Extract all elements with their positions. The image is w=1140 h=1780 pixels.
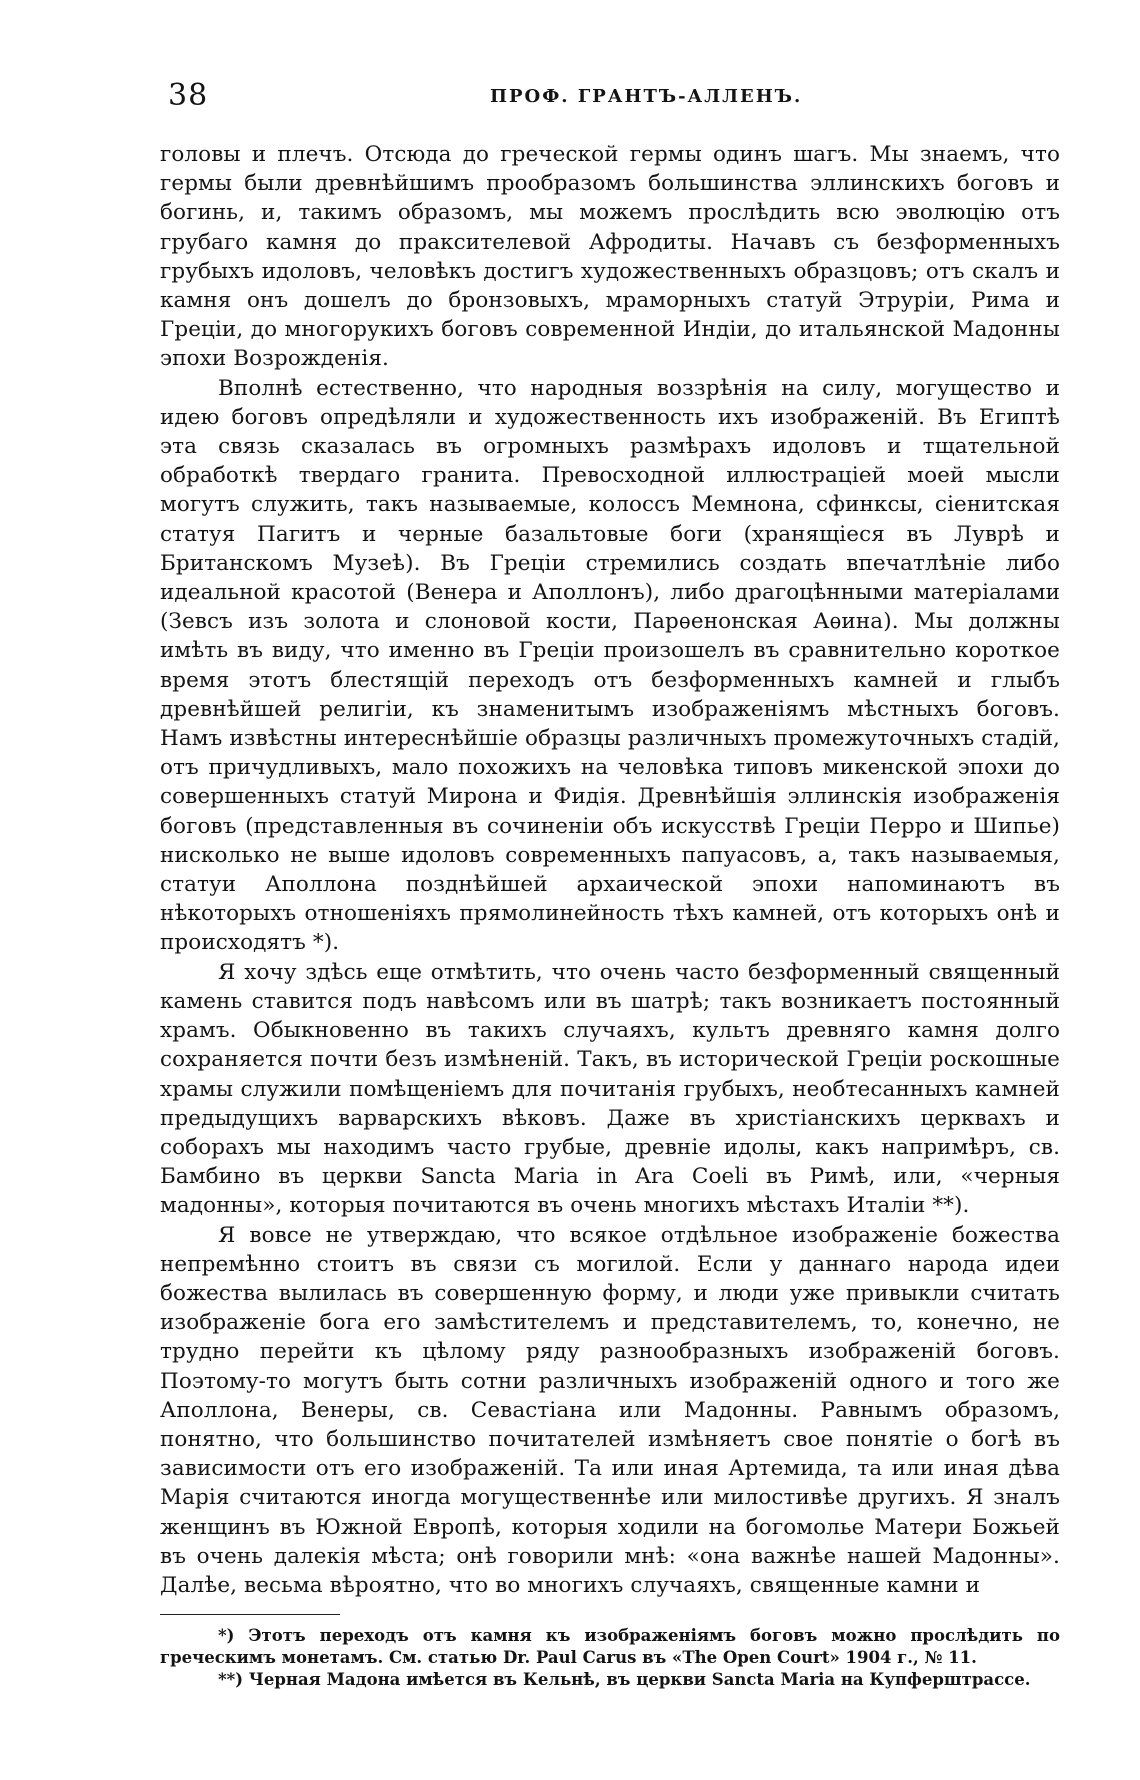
- body-text: [160, 140, 1060, 1600]
- footnotes: [160, 1625, 1060, 1691]
- footnote-divider: [160, 1614, 340, 1615]
- page-number: 38: [168, 78, 209, 113]
- paragraph: Вполнѣ естественно, что народныя воззрѣнія на силу, могущество и идею боговъ опредѣляли и художественность ихъ изображеній. Въ Египтѣ эта связь сказалась въ огромныхъ размѣрахъ идоловъ и тщательной обработкѣ твердаго гранита. Превосходной иллюстраціей моей мысли могутъ служить, такъ называемые, колоссъ Мемнона, сфинксы, сіенитская статуя Пагитъ и черные базальтовые боги (хранящіеся въ Луврѣ и Британскомъ Музеѣ). Въ Греціи стремились создать впечатлѣніе либо идеальной красотой (Венера и Аполлонъ), либо драгоцѣнными матеріалами (Зевсъ изъ золота и слоновой кости, Парѳенонская Аѳина). Мы должны имѣть въ виду, что именно въ Греціи произошелъ въ сравнительно короткое время этотъ блестящій переходъ отъ безформенныхъ камней и глыбъ древнѣйшей религіи, къ знаменитымъ изображеніямъ мѣстныхъ боговъ. Намъ извѣстны интереснѣйшіе образцы различныхъ промежуточныхъ стадій, отъ причудливыхъ, мало похожихъ на человѣка типовъ микенской эпохи до совершенныхъ статуй Мирона и Фидія. Древнѣйшія эллинскія изображенія боговъ (представленныя въ сочиненіи объ искусствѣ Греціи Перро и Шипье) нисколько не выше идоловъ современныхъ папуасовъ, а, такъ называемыя, статуи Аполлона позднѣйшей архаической эпохи напоминаютъ въ нѣкоторыхъ отношеніяхъ прямолинейность тѣхъ камней, отъ которыхъ онѣ и происходятъ *).: [160, 375, 1060, 956]
- running-title: ПРОФ. ГРАНТЪ-АЛЛЕНЪ.: [490, 86, 803, 107]
- running-head: [160, 78, 1060, 118]
- book-page: [160, 78, 1060, 1768]
- paragraph: Я вовсе не утверждаю, что всякое отдѣльное изображеніе божества непремѣнно стоитъ въ связи съ могилой. Если у даннаго народа идеи божества вылилась въ совершенную форму, и люди уже привыкли считать изображеніе бога его замѣстителемъ и представителемъ, то, конечно, не трудно перейти къ цѣлому ряду разнообразныхъ изображеній боговъ. Поэтому-то могутъ быть сотни различныхъ изображеній одного и того же Аполлона, Венеры, св. Севастіана или Мадонны. Равнымъ образомъ, понятно, что большинство почитателей измѣняетъ свое понятіе о богѣ въ зависимости отъ его изображеній. Та или иная Артемида, та или иная дѣва Марія считаются иногда могущественнѣе или милостивѣе другихъ. Я зналъ женщинъ въ Южной Европѣ, которыя ходили на богомолье Матери Божьей въ очень далекія мѣста; онѣ говорили мнѣ: «она важнѣе нашей Мадонны». Далѣе, весьма вѣроятно, что во многихъ случаяхъ, священные камни и: [160, 1222, 1060, 1598]
- footnote: *) Этотъ переходъ отъ камня къ изображеніямъ боговъ можно прослѣдить по греческимъ монетамъ. См. статью Dr. Paul Carus въ «The Open Court» 1904 г., № 11.: [160, 1626, 1060, 1668]
- footnote: **) Черная Мадона имѣется въ Кельнѣ, въ церкви Sancta Maria на Купферштрассе.: [218, 1670, 1031, 1690]
- paragraph: головы и плечъ. Отсюда до греческой гермы одинъ шагъ. Мы знаемъ, что гермы были древнѣйшимъ прообразомъ большинства эллинскихъ боговъ и богинь, и, такимъ образомъ, мы можемъ прослѣдить всю эволюцію отъ грубаго камня до праксителевой Афродиты. Начавъ съ безформенныхъ грубыхъ идоловъ, человѣкъ достигъ художественныхъ образцовъ; отъ скалъ и камня онъ дошелъ до бронзовыхъ, мраморныхъ статуй Этруріи, Рима и Греціи, до многорукихъ боговъ современной Индіи, до итальянской Мадонны эпохи Возрожденія.: [160, 142, 1060, 372]
- paragraph: Я хочу здѣсь еще отмѣтить, что очень часто безформенный священный камень ставится подъ навѣсомъ или въ шатрѣ; такъ возникаетъ постоянный храмъ. Обыкновенно въ такихъ случаяхъ, культъ древняго камня долго сохраняется почти безъ измѣненій. Такъ, въ исторической Греціи роскошные храмы служили помѣщеніемъ для почитанія грубыхъ, необтесанныхъ камней предыдущихъ варварскихъ вѣковъ. Даже въ христіанскихъ церквахъ и соборахъ мы находимъ часто грубые, древніе идолы, какъ напримѣръ, св. Бамбино въ церкви Sancta Maria in Ara Coeli въ Римѣ, или, «черныя мадонны», которыя почитаются въ очень многихъ мѣстахъ Италіи **).: [160, 959, 1060, 1219]
